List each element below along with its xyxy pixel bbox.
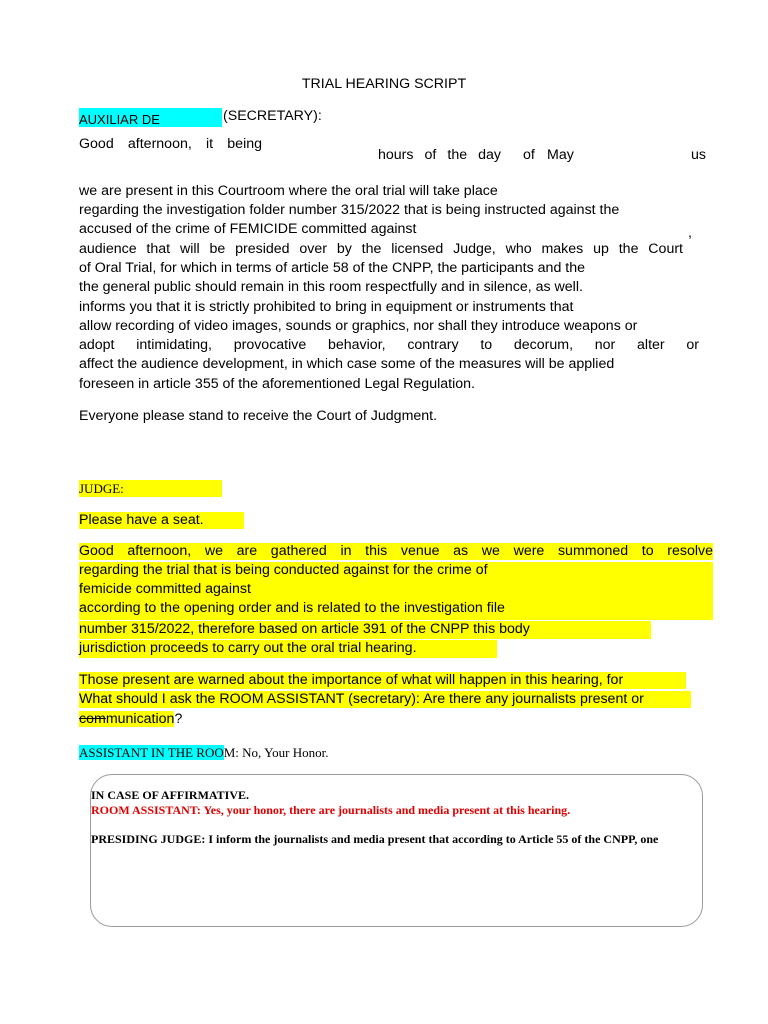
secretary-para-line: audience that will be presided over by the licensed Judge, who makes up the Court — [79, 241, 683, 257]
secretary-label-highlight: AUXILIAR DE — [79, 108, 222, 127]
judge-para-line: according to the opening order and is related to the investigation file — [79, 600, 713, 620]
secretary-stand-instruction: Everyone please stand to receive the Court of Judgment. — [79, 408, 438, 424]
judge-para-line: Good afternoon, we are gathered in this venue as we were summoned to resolve — [79, 543, 713, 559]
assistant-response — [79, 744, 329, 761]
secretary-para-line: we are present in this Courtroom where the oral trial will take place — [79, 183, 498, 199]
struck-text: com — [79, 711, 106, 727]
judge-para-line: femicide committed against — [79, 581, 713, 600]
secretary-month: May — [547, 147, 574, 163]
judge-seat: Please have a seat. — [79, 512, 244, 529]
secretary-label: (SECRETARY): — [223, 108, 322, 124]
judge-warning-line: What should I ask the ROOM ASSISTANT (secretary): Are there any journalists present or — [79, 691, 691, 708]
secretary-para-line: accused of the crime of FEMICIDE committed against — [79, 221, 417, 237]
secretary-of: of — [523, 147, 535, 163]
secretary-hours-of-day: hours of the day — [378, 147, 501, 163]
judge-warning-line: Those present are warned about the importance of what will happen in this hearing, for — [79, 672, 686, 689]
secretary-us: us — [691, 147, 706, 163]
judge-warning-line — [79, 711, 182, 728]
judge-para-line: number 315/2022, therefore based on article 391 of the CNPP this body — [79, 621, 651, 639]
secretary-para-line: allow recording of video images, sounds or graphics, nor shall they introduce weapons or — [79, 318, 638, 334]
judge-label: JUDGE: — [79, 480, 222, 497]
assistant-label-highlight: ASSISTANT IN THE ROO — [79, 745, 224, 760]
assistant-label-rest: M: No, Your Honor. — [223, 745, 329, 760]
secretary-para-line: adopt intimidating, provocative behavior, contrary to decorum, nor alter or — [79, 337, 699, 353]
secretary-para-line: foreseen in article 355 of the aforementioned Legal Regulation. — [79, 376, 475, 392]
secretary-para-line: of Oral Trial, for which in terms of article 58 of the CNPP, the participants and the — [79, 260, 585, 276]
secretary-greeting: Good afternoon, it being — [79, 136, 262, 152]
document-title: TRIAL HEARING SCRIPT — [301, 76, 467, 92]
judge-para-line: jurisdiction proceeds to carry out the oral trial hearing. — [79, 640, 497, 658]
secretary-para-line: affect the audience development, in which case some of the measures will be applied — [79, 356, 615, 372]
judge-para-line: regarding the trial that is being conducted against for the crime of — [79, 562, 713, 581]
secretary-para-line: the general public should remain in this room respectfully and in silence, as well. — [79, 279, 583, 295]
secretary-para-line: informs you that it is strictly prohibited to bring in equipment or instruments that — [79, 299, 574, 315]
secretary-para-line: regarding the investigation folder number 315/2022 that is being instructed against the — [79, 202, 620, 218]
box-heading: IN CASE OF AFFIRMATIVE. — [91, 788, 250, 802]
secretary-comma: , — [688, 225, 692, 241]
affirmative-case-box — [90, 774, 703, 927]
question-mark: ? — [174, 711, 183, 727]
box-presiding-judge-line: PRESIDING JUDGE: I inform the journalists and media present that according to Article 55 of the CNPP, one — [91, 832, 659, 846]
highlighted-text: munication — [105, 711, 175, 727]
box-room-assistant-line: ROOM ASSISTANT: Yes, your honor, there are journalists and media present at this hearing. — [91, 803, 571, 817]
